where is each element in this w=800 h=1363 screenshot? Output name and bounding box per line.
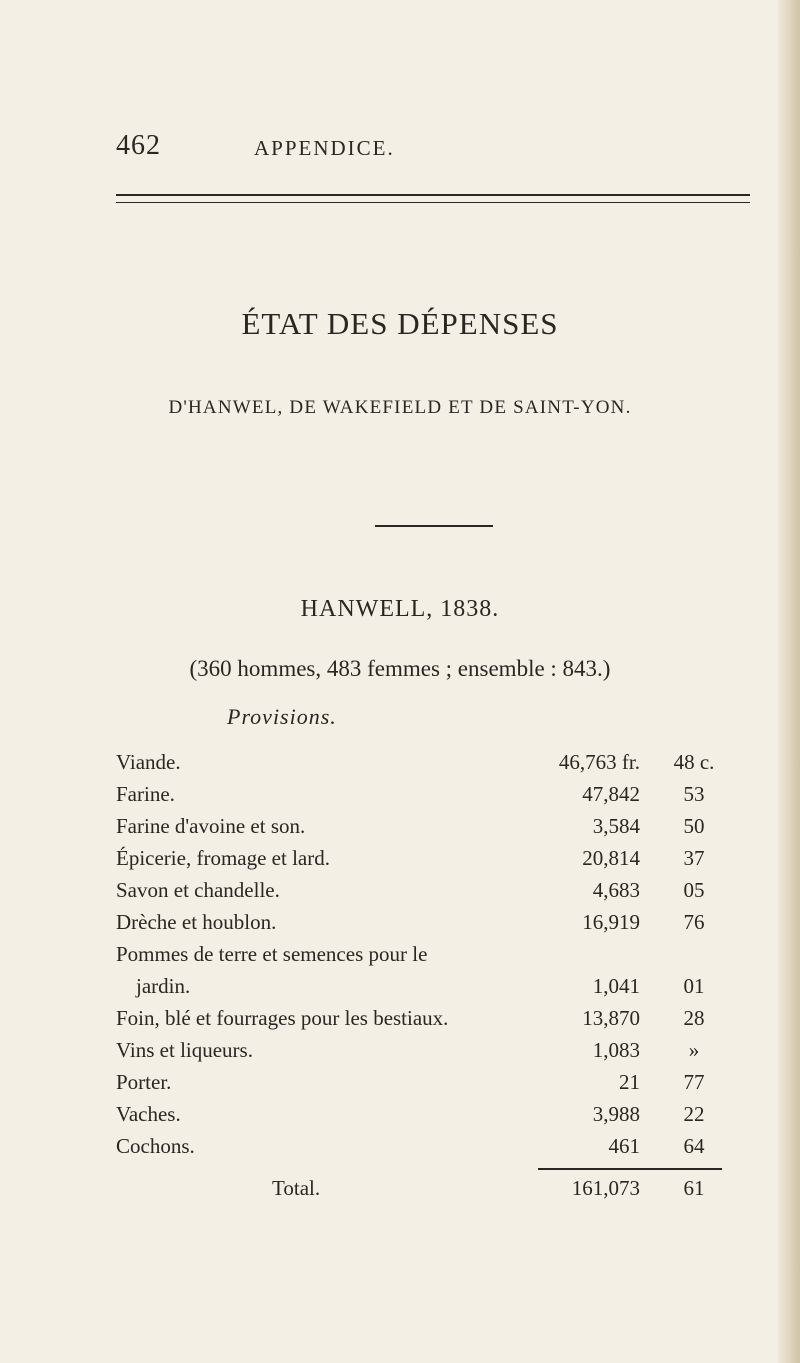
item-label: jardin. <box>136 974 191 998</box>
francs-value: 3,584 <box>592 814 640 838</box>
running-head: APPENDICE. <box>254 136 395 160</box>
ledger-row <box>0 942 800 974</box>
francs-value: 16,919 <box>582 910 640 934</box>
category-heading: Provisions. <box>227 704 337 729</box>
section-heading: HANWELL, 1838. <box>300 596 500 622</box>
item-label: Drèche et houblon. <box>116 910 277 934</box>
ledger-row <box>0 878 800 910</box>
total-rule <box>538 1168 722 1170</box>
centimes-value: 01 <box>683 974 705 998</box>
total-francs: 161,073 <box>571 1176 640 1200</box>
item-label: Farine d'avoine et son. <box>116 814 306 838</box>
francs-value: 4,683 <box>592 878 640 902</box>
francs-value: 20,814 <box>582 846 640 870</box>
item-label: Savon et chandelle. <box>116 878 280 902</box>
centimes-value: » <box>688 1038 700 1062</box>
ledger-row <box>0 1038 800 1070</box>
ledger-row <box>0 1006 800 1038</box>
item-label: Porter. <box>116 1070 172 1094</box>
ledger-row <box>0 846 800 878</box>
item-label: Vins et liqueurs. <box>116 1038 253 1062</box>
ledger-row <box>0 910 800 942</box>
item-label: Pommes de terre et semences pour le <box>116 942 428 966</box>
page-number: 462 <box>116 130 161 161</box>
francs-value: 3,988 <box>592 1102 640 1126</box>
francs-value: 46,763 fr. <box>558 750 640 774</box>
total-centimes: 61 <box>683 1176 705 1200</box>
item-label: Vaches. <box>116 1102 181 1126</box>
francs-value: 13,870 <box>582 1006 640 1030</box>
centimes-value: 76 <box>683 910 705 934</box>
total-row <box>0 1176 800 1208</box>
centimes-value: 28 <box>683 1006 705 1030</box>
item-label: Foin, blé et fourrages pour les bestiaux. <box>116 1006 449 1030</box>
centimes-value: 22 <box>683 1102 705 1126</box>
item-label: Farine. <box>116 782 175 806</box>
page-title: ÉTAT DES DÉPENSES <box>241 306 559 341</box>
francs-value: 47,842 <box>582 782 640 806</box>
ledger-row <box>0 814 800 846</box>
francs-value: 21 <box>619 1070 640 1094</box>
francs-value: 461 <box>608 1134 640 1158</box>
centimes-value: 37 <box>683 846 705 870</box>
centimes-value: 64 <box>683 1134 705 1158</box>
francs-value: 1,083 <box>592 1038 640 1062</box>
ledger-row <box>0 782 800 814</box>
item-label: Cochons. <box>116 1134 195 1158</box>
population-line: (360 hommes, 483 femmes ; ensemble : 843.) <box>189 656 611 681</box>
ledger-row <box>0 974 800 1006</box>
centimes-value: 05 <box>683 878 705 902</box>
centimes-value: 50 <box>683 814 705 838</box>
centimes-value: 53 <box>683 782 705 806</box>
centimes-value: 77 <box>683 1070 705 1094</box>
ledger-row <box>0 1102 800 1134</box>
total-label: Total. <box>272 1176 321 1200</box>
item-label: Viande. <box>116 750 181 774</box>
item-label: Épicerie, fromage et lard. <box>116 846 330 870</box>
ledger-row <box>0 1134 800 1166</box>
centimes-value: 48 c. <box>673 750 715 774</box>
ledger-row <box>0 1070 800 1102</box>
francs-value: 1,041 <box>592 974 640 998</box>
ledger-row <box>0 750 800 782</box>
page-subtitle: D'HANWEL, DE WAKEFIELD ET DE SAINT-YON. <box>168 397 632 418</box>
